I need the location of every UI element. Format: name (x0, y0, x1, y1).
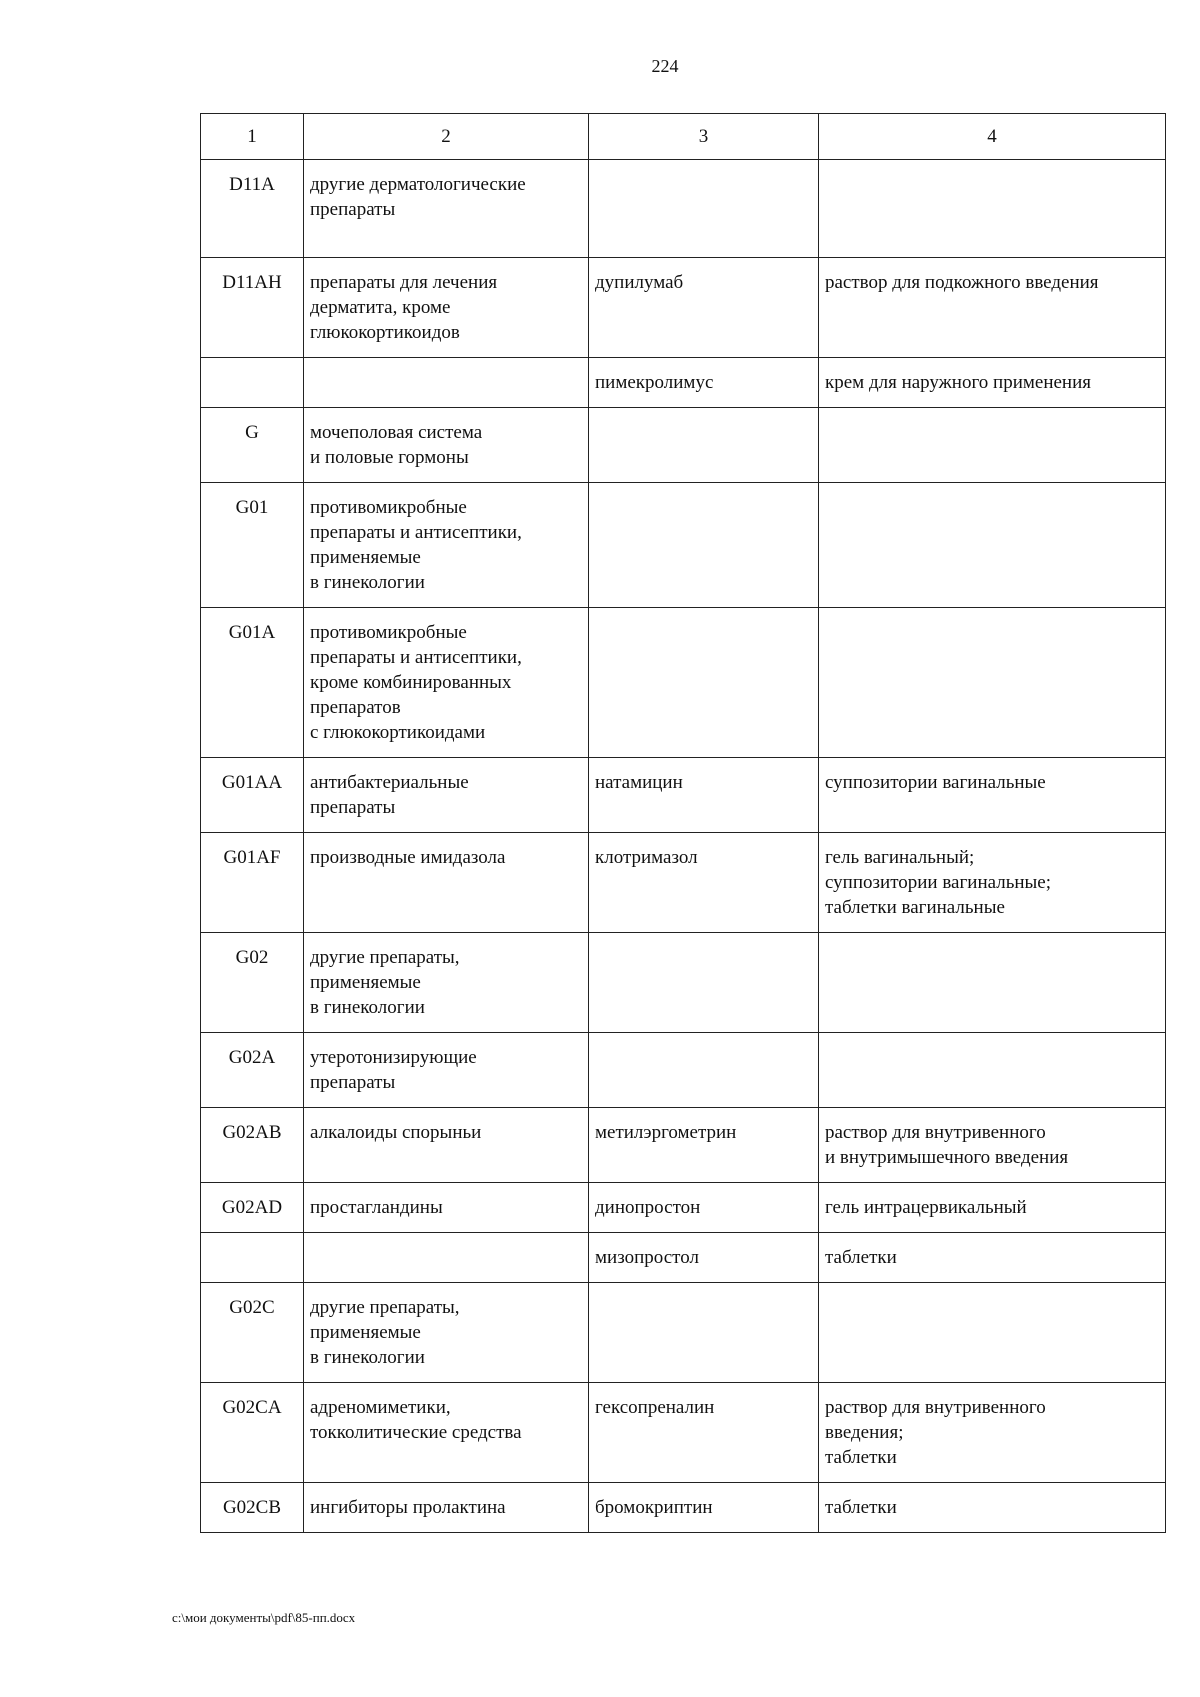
group-name-cell: противомикробные препараты и антисептики, применяемые в гинекологии (304, 483, 589, 608)
code-cell: G01A (201, 608, 304, 758)
group-name-cell: утеротонизирующие препараты (304, 1033, 589, 1108)
drug-name-cell: пимекролимус (589, 358, 819, 408)
dosage-form-cell: гель вагинальный; суппозитории вагинальные; таблетки вагинальные (819, 833, 1166, 933)
group-name-cell: препараты для лечения дерматита, кроме глюкокортикоидов (304, 258, 589, 358)
drug-name-cell: дупилумаб (589, 258, 819, 358)
group-name-cell (304, 1233, 589, 1283)
drug-name-cell (589, 1283, 819, 1383)
code-cell: D11A (201, 160, 304, 258)
code-cell: D11AH (201, 258, 304, 358)
table-row (201, 1283, 1166, 1383)
table-header-row (201, 114, 1166, 160)
table-row (201, 1108, 1166, 1183)
drug-name-cell: мизопростол (589, 1233, 819, 1283)
table-row (201, 833, 1166, 933)
header-col-2: 2 (304, 114, 589, 160)
group-name-cell: мочеполовая система и половые гормоны (304, 408, 589, 483)
dosage-form-cell (819, 933, 1166, 1033)
code-cell: G (201, 408, 304, 483)
code-cell: G01 (201, 483, 304, 608)
code-cell: G02C (201, 1283, 304, 1383)
page-number: 224 (651, 56, 679, 76)
dosage-form-cell (819, 1033, 1166, 1108)
dosage-form-cell (819, 160, 1166, 258)
drug-name-cell: натамицин (589, 758, 819, 833)
code-cell: G01AA (201, 758, 304, 833)
file-path-footer: с:\мои документы\pdf\85-пп.docx (172, 1610, 356, 1625)
code-cell: G02AB (201, 1108, 304, 1183)
drug-name-cell: метилэргометрин (589, 1108, 819, 1183)
dosage-form-cell (819, 1283, 1166, 1383)
table-row (201, 933, 1166, 1033)
drug-classification-table (200, 113, 1166, 1533)
header-col-3: 3 (589, 114, 819, 160)
code-cell: G02CB (201, 1483, 304, 1533)
drug-name-cell (589, 1033, 819, 1108)
dosage-form-cell (819, 608, 1166, 758)
drug-name-cell (589, 608, 819, 758)
code-cell (201, 1233, 304, 1283)
table-row (201, 1033, 1166, 1108)
group-name-cell: другие препараты, применяемые в гинекологии (304, 1283, 589, 1383)
table-row (201, 758, 1166, 833)
header-col-4: 4 (819, 114, 1166, 160)
dosage-form-cell: таблетки (819, 1483, 1166, 1533)
drug-name-cell: клотримазол (589, 833, 819, 933)
dosage-form-cell (819, 483, 1166, 608)
group-name-cell: простагландины (304, 1183, 589, 1233)
dosage-form-cell: раствор для внутривенного введения; таблетки (819, 1383, 1166, 1483)
drug-name-cell: гексопреналин (589, 1383, 819, 1483)
dosage-form-cell: таблетки (819, 1233, 1166, 1283)
drug-name-cell (589, 483, 819, 608)
dosage-form-cell: крем для наружного применения (819, 358, 1166, 408)
code-cell: G02 (201, 933, 304, 1033)
table-row (201, 358, 1166, 408)
dosage-form-cell: гель интрацервикальный (819, 1183, 1166, 1233)
dosage-form-cell: раствор для подкожного введения (819, 258, 1166, 358)
table-row (201, 1233, 1166, 1283)
table-row (201, 1483, 1166, 1533)
group-name-cell: другие дерматологические препараты (304, 160, 589, 258)
group-name-cell: ингибиторы пролактина (304, 1483, 589, 1533)
drug-name-cell (589, 160, 819, 258)
code-cell: G02A (201, 1033, 304, 1108)
table-row (201, 483, 1166, 608)
code-cell: G02CA (201, 1383, 304, 1483)
code-cell: G01AF (201, 833, 304, 933)
dosage-form-cell: раствор для внутривенного и внутримышечного введения (819, 1108, 1166, 1183)
drug-name-cell: бромокриптин (589, 1483, 819, 1533)
group-name-cell: противомикробные препараты и антисептики, кроме комбинированных препаратов с глюкокортикоидами (304, 608, 589, 758)
dosage-form-cell (819, 408, 1166, 483)
table-row (201, 1183, 1166, 1233)
group-name-cell: другие препараты, применяемые в гинекологии (304, 933, 589, 1033)
group-name-cell: производные имидазола (304, 833, 589, 933)
drug-name-cell (589, 408, 819, 483)
code-cell: G02AD (201, 1183, 304, 1233)
table-row (201, 258, 1166, 358)
drug-name-cell: динопростон (589, 1183, 819, 1233)
group-name-cell: алкалоиды спорыньи (304, 1108, 589, 1183)
drug-name-cell (589, 933, 819, 1033)
dosage-form-cell: суппозитории вагинальные (819, 758, 1166, 833)
table-row (201, 608, 1166, 758)
table-row (201, 160, 1166, 258)
group-name-cell: антибактериальные препараты (304, 758, 589, 833)
code-cell (201, 358, 304, 408)
group-name-cell: адреномиметики, токколитические средства (304, 1383, 589, 1483)
table-row (201, 1383, 1166, 1483)
group-name-cell (304, 358, 589, 408)
header-col-1: 1 (201, 114, 304, 160)
table-row (201, 408, 1166, 483)
